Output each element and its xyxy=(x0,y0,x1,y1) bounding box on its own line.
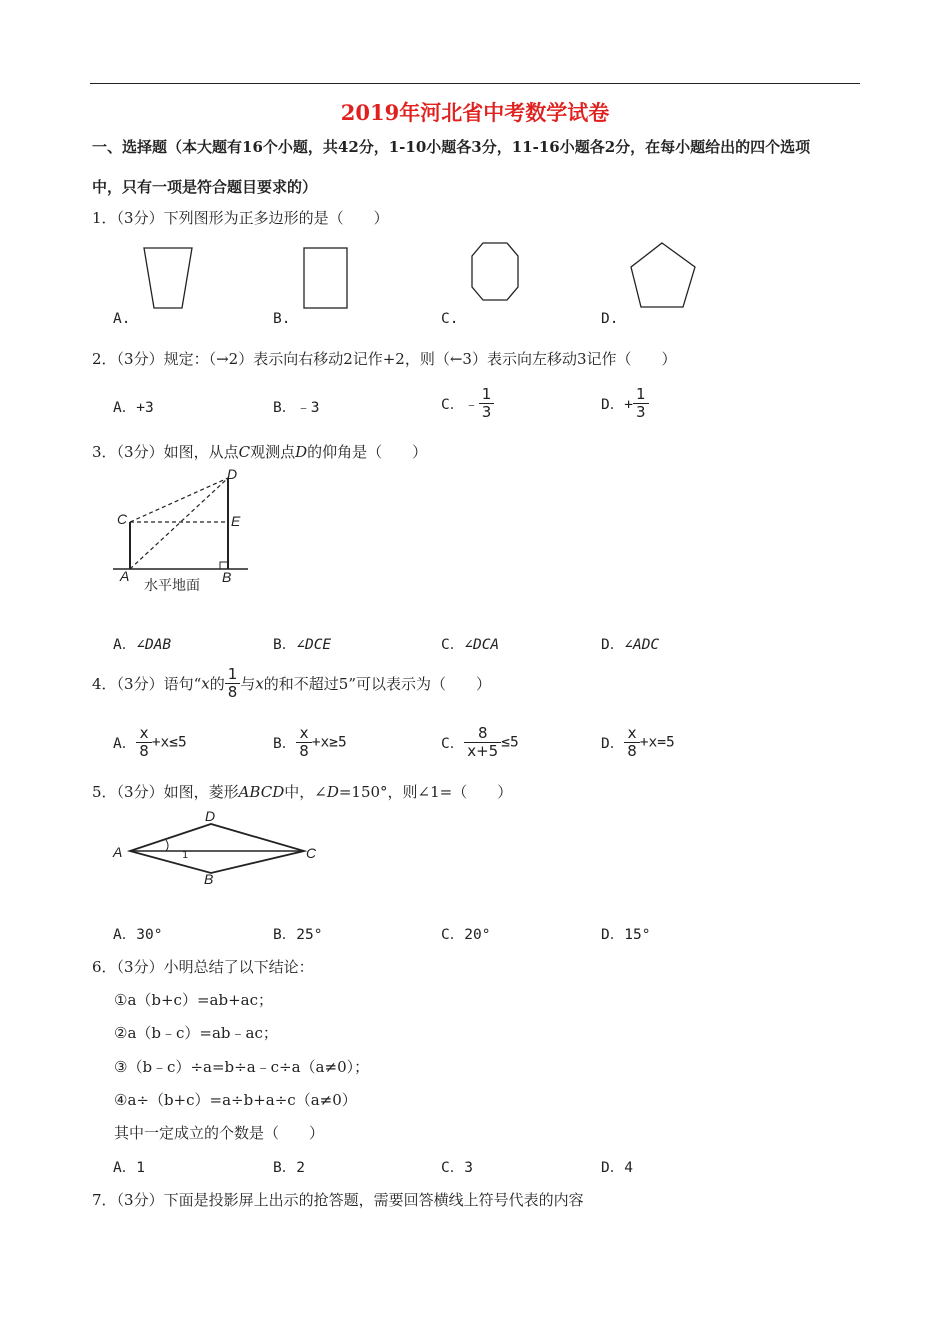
q3-option-c-label: C．∠ xyxy=(441,637,473,653)
fig5-label-a: A xyxy=(113,844,123,860)
q3-option-d-label: D．∠ xyxy=(601,637,633,653)
q2-option-a[interactable]: A．+3 xyxy=(113,400,154,416)
q6-option-a[interactable]: A．1 xyxy=(113,1160,145,1176)
q6-option-d[interactable]: D．4 xyxy=(601,1160,633,1176)
q1-figure-rectangle xyxy=(300,245,352,313)
q4-stem-part: 4．（3分）语句“ xyxy=(92,675,202,693)
fraction-numerator: x xyxy=(139,724,149,742)
q5-option-d[interactable]: D．15° xyxy=(601,927,651,943)
q3-option-a-label: A．∠ xyxy=(113,637,145,653)
q3-stem-part: 的仰角是（ ） xyxy=(307,443,428,461)
q1-option-b[interactable]: B. xyxy=(273,311,291,327)
fig3-ground-label: 水平地面 xyxy=(144,578,200,594)
q4-option-c-fraction xyxy=(464,725,501,760)
q4-option-a-rest: +x≤5 xyxy=(151,734,187,751)
q5-stem-part: 5．（3分）如图，菱形 xyxy=(92,783,239,801)
q3-stem-part: 3．（3分）如图，从点 xyxy=(92,443,239,461)
q3-option-d-angle: ADC xyxy=(632,637,660,653)
fig3-label-d: D xyxy=(227,466,238,482)
q3-elevation-figure xyxy=(108,466,253,596)
q6-ask: 其中一定成立的个数是（ ） xyxy=(114,1124,325,1142)
fig3-label-c: C xyxy=(117,511,128,527)
q2-option-d[interactable] xyxy=(601,386,649,421)
q4-option-c[interactable] xyxy=(441,725,519,760)
q6-statement-3: ③（b﹣c）÷a=b÷a﹣c÷a（a≠0）； xyxy=(114,1058,370,1076)
question-5-stem xyxy=(92,781,512,802)
fig5-label-d: D xyxy=(205,808,216,824)
q6-statement-1: ①a（b+c）=ab+ac； xyxy=(114,991,273,1009)
q4-var-x: x xyxy=(255,674,264,693)
fig3-label-e: E xyxy=(231,513,241,529)
fraction-denominator: 8 xyxy=(225,683,241,701)
exam-title: 2019年河北省中考数学试卷 xyxy=(340,100,610,125)
q4-option-d-rest: +x=5 xyxy=(639,734,675,751)
question-6-stem: 6．（3分）小明总结了以下结论： xyxy=(92,958,314,976)
q3-option-d[interactable] xyxy=(601,633,659,654)
q3-option-b-label: B．∠ xyxy=(273,637,305,653)
question-1-stem: 1．（3分）下列图形为正多边形的是（ ） xyxy=(92,209,389,227)
q6-option-c[interactable]: C．3 xyxy=(441,1160,473,1176)
q1-option-d[interactable]: D. xyxy=(601,311,619,327)
q3-option-c[interactable] xyxy=(441,633,499,654)
q5-rhombus-name: ABCD xyxy=(238,783,285,801)
section-heading-line2: 中，只有一项是符合题目要求的） xyxy=(92,178,318,196)
q5-option-a[interactable]: A．30° xyxy=(113,927,163,943)
q1-figure-octagon xyxy=(468,240,524,306)
q6-statement-4: ④a÷（b+c）=a÷b+a÷c（a≠0） xyxy=(114,1091,357,1109)
q5-angle-d: D xyxy=(326,783,339,801)
q4-option-b[interactable] xyxy=(273,725,347,760)
q2-option-d-label: D．+ xyxy=(601,397,633,413)
q5-stem-part: =150°，则∠1=（ ） xyxy=(338,783,513,801)
q3-option-a-angle: DAB xyxy=(144,637,172,653)
q4-stem-part: 的 xyxy=(209,675,225,693)
fraction-denominator: 8 xyxy=(624,742,640,760)
q5-option-c[interactable]: C．20° xyxy=(441,927,491,943)
q4-option-d[interactable] xyxy=(601,725,675,760)
q3-option-c-angle: DCA xyxy=(472,637,500,653)
q6-option-b[interactable]: B．2 xyxy=(273,1160,305,1176)
q1-figure-trapezoid xyxy=(140,245,200,315)
fraction-numerator: 1 xyxy=(635,385,646,403)
fraction-denominator: x+5 xyxy=(464,742,501,760)
q5-rhombus-figure xyxy=(108,805,323,890)
q4-option-a-label: A． xyxy=(113,736,137,752)
fig5-label-b: B xyxy=(204,871,214,887)
q3-option-a[interactable] xyxy=(113,633,171,654)
question-4-stem xyxy=(92,666,491,701)
q3-option-b[interactable] xyxy=(273,633,331,654)
fraction-numerator: 1 xyxy=(481,385,492,403)
q4-option-b-rest: +x≥5 xyxy=(311,734,347,751)
question-3-stem xyxy=(92,441,427,462)
section-heading-line1: 一、选择题（本大题有16个小题，共42分，1-10小题各3分，11-16小题各2分，在每小题给出的四个选项 xyxy=(92,138,811,156)
q1-option-a[interactable]: A. xyxy=(113,311,131,327)
q1-option-c[interactable]: C. xyxy=(441,311,459,327)
fraction-numerator: x xyxy=(299,724,309,742)
q3-point-c: C xyxy=(238,443,251,461)
q4-option-c-label: C． xyxy=(441,736,465,752)
q4-option-d-label: D． xyxy=(601,736,625,752)
fraction-denominator: 3 xyxy=(633,403,649,421)
q4-option-c-rest: ≤5 xyxy=(501,734,519,751)
fraction-denominator: 8 xyxy=(136,742,152,760)
fig5-angle-1-label: 1 xyxy=(182,850,189,861)
q3-stem-part: 观测点 xyxy=(250,443,296,461)
question-7-stem: 7．（3分）下面是投影屏上出示的抢答题，需要回答横线上符号代表的内容 xyxy=(92,1191,584,1209)
q2-option-d-fraction xyxy=(633,386,649,421)
q4-stem-part: 的和不超过5”可以表示为（ ） xyxy=(263,675,491,693)
q4-option-a-fraction xyxy=(136,725,152,760)
q2-option-c-label: C．﹣ xyxy=(441,397,479,413)
q4-option-b-fraction xyxy=(296,725,312,760)
question-2-stem: 2．（3分）规定：（→2）表示向右移动2记作+2，则（←3）表示向左移动3记作（ ） xyxy=(92,350,677,368)
q5-stem-part: 中，∠ xyxy=(284,783,327,801)
q4-stem-fraction xyxy=(225,666,241,701)
top-rule xyxy=(90,83,860,84)
q4-option-b-label: B． xyxy=(273,736,297,752)
fraction-numerator: 8 xyxy=(477,724,488,742)
fig3-label-b: B xyxy=(222,569,232,585)
fraction-denominator: 8 xyxy=(296,742,312,760)
q4-var-x: x xyxy=(201,674,210,693)
q2-option-c-fraction xyxy=(479,386,495,421)
q4-option-d-fraction xyxy=(624,725,640,760)
q1-figure-pentagon xyxy=(628,240,700,312)
q5-option-b[interactable]: B．25° xyxy=(273,927,323,943)
q2-option-c[interactable] xyxy=(441,386,494,421)
q2-option-b[interactable]: B．﹣3 xyxy=(273,400,320,416)
fraction-numerator: 1 xyxy=(227,665,238,683)
q4-option-a[interactable] xyxy=(113,725,187,760)
fig5-label-c: C xyxy=(306,845,317,861)
q3-option-b-angle: DCE xyxy=(304,637,332,653)
fraction-denominator: 3 xyxy=(479,403,495,421)
q4-stem-part: 与 xyxy=(240,675,256,693)
fraction-numerator: x xyxy=(627,724,637,742)
fig3-label-a: A xyxy=(120,568,130,584)
q3-point-d: D xyxy=(295,443,308,461)
q6-statement-2: ②a（b﹣c）=ab﹣ac； xyxy=(114,1024,278,1042)
